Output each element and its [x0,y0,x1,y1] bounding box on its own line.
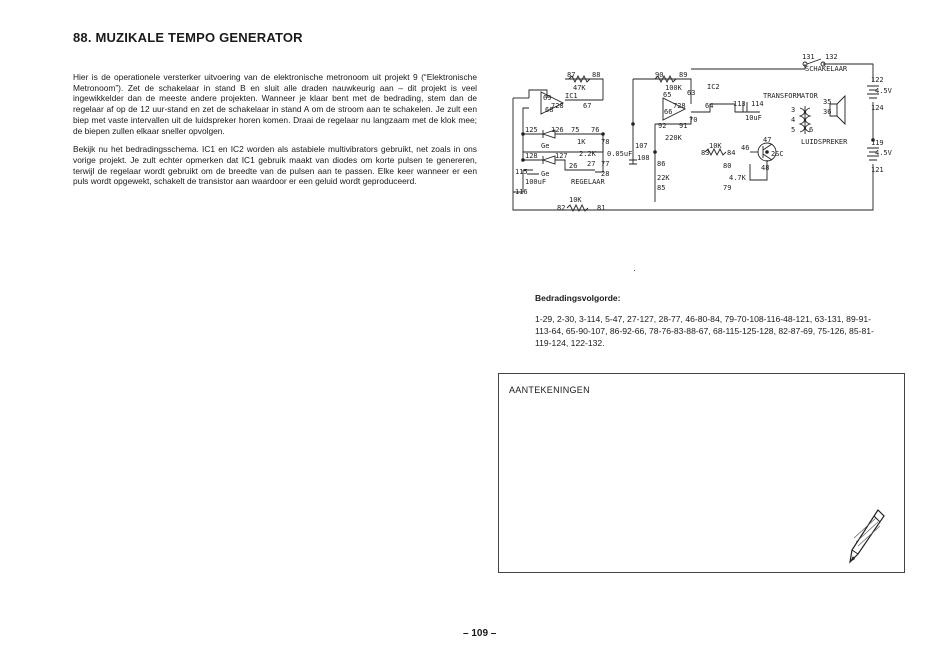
term-47: 47 [763,136,772,144]
term-80: 80 [723,162,732,170]
term-63: 63 [687,89,696,97]
term-77: 77 [601,160,610,168]
ic2-chip: 728 [673,102,686,110]
regelaar-label: REGELAAR [571,178,605,186]
transistor-label: 2SC [771,150,784,158]
term-67: 67 [583,102,592,110]
term-82: 82 [557,204,566,212]
term-46: 46 [741,144,750,152]
term-28: 28 [601,170,610,178]
term-107: 107 [635,142,648,150]
wiring-heading: Bedradingsvolgorde: [535,293,621,303]
cap-100uf-label: 100uF [525,178,547,186]
term-75: 75 [571,126,580,134]
term-27: 27 [587,160,596,168]
tr-term-4: 4 [791,116,796,124]
cap-005uf-label: 0.05uF [607,150,633,158]
term-83: 83 [701,149,710,157]
term-92: 92 [658,122,667,130]
diode-ge-2: Ge [541,170,550,178]
wiring-sequence: 1-29, 2-30, 3-114, 5-47, 27-127, 28-77, 46-80-84, 79-70-108-116-48-121, 63-131, 89-91-113-64, 65-90-107, 86-92-66, 78-76-83-88-67, 68-115-125-128, 82-87-69, 75-126, 85-81-119-124, 122-132. [535,314,874,348]
pencil-icon [846,508,886,566]
term-68: 68 [545,106,554,114]
scan-speck [634,270,635,271]
r-2k2-label: 2.2K [579,150,596,158]
term-126: 126 [551,126,564,134]
term-90: 90 [655,71,664,79]
term-84: 84 [727,149,736,157]
ic1-chip: 728 [551,102,564,110]
term-113: 113 [733,100,746,108]
tr-term-6: 6 [809,126,814,134]
diode-ge-1: Ge [541,142,550,150]
term-87: 87 [567,71,576,79]
term-79: 79 [723,184,732,192]
tr-term-5: 5 [791,126,796,134]
term-88: 88 [592,71,601,79]
batt-term-119: 119 [871,139,884,147]
r-1k-label: 1K [577,138,586,146]
page-number: – 109 – [463,628,497,639]
term-70: 70 [689,116,698,124]
term-85: 85 [657,184,666,192]
cap-10uf-label: 10uF [745,114,762,122]
term-114: 114 [751,100,764,108]
term-48: 48 [761,164,770,172]
batt-term-121: 121 [871,166,884,174]
term-127: 127 [555,152,568,160]
term-128: 128 [525,152,538,160]
term-26: 26 [569,162,578,170]
term-78: 78 [601,138,610,146]
term-86: 86 [657,160,666,168]
speaker-label: LUIDSPREKER [801,138,848,146]
batt-volt-2: 4.5V [875,149,892,157]
tr-term-3: 3 [791,106,796,114]
transformer-label: TRANSFORMATOR [763,92,818,100]
r-100k-label: 100K [665,84,682,92]
batt-term-124: 124 [871,104,884,112]
notes-box [498,373,905,573]
r-220k-label: 220K [665,134,682,142]
term-65: 65 [663,91,672,99]
r-10k-bottom-label: 10K [569,196,582,204]
term-81: 81 [597,204,606,212]
r-22k-label: 22K [657,174,670,182]
tr-term-35: 35 [823,98,832,106]
term-125: 125 [525,126,538,134]
term-66: 66 [664,108,673,116]
term-108: 108 [637,154,650,162]
term-76: 76 [591,126,600,134]
ic1-label: IC1 [565,92,578,100]
term-89: 89 [679,71,688,79]
page-title: 88. MUZIKALE TEMPO GENERATOR [73,30,303,45]
switch-term-132: 132 [825,53,838,61]
tr-term-36: 36 [823,108,832,116]
r-10k-label: 10K [709,142,722,150]
switch-term-131: 131 [802,53,815,61]
intro-paragraph-1: Hier is de operationele versterker uitvoering van de elektronische metronoom uit projekt 9 (“Elektronische Metronoom”). Zet de schakelaar in stand B en sluit alle draden nauwkeurig aan – dit projekt is veel ingewikkelder dan de meeste andere projekten. Wanneer je klaar bent met de bedrading, stem dan de regelaar af op de 12 uur-stand en zet de schakelaar in stand A om de stroom aan te schakelen. Je zult een biep met vaste intervallen uit de luidspreker horen komen. Draai de regelaar nu langzaam met de klok mee; de biepen zullen elkaar sneller opvolgen. [73,72,477,136]
term-69: 69 [543,94,552,102]
term-64: 64 [705,102,714,110]
intro-text [73,72,477,195]
circuit-schematic [505,52,892,212]
batt-volt-1: 4.5V [875,87,892,95]
intro-paragraph-2: Bekijk nu het bedradingsschema. IC1 en IC2 worden als astabiele multivibrators gebruikt, net zoals in ons vorige projekt. Je zult echter opmerken dat IC1 gebruik maakt van diodes om korte pulsen te genereren, terwijl de regelaar wordt gebruikt om de breedte van de pulsen aan te passen. Elke keer wanneer er een puls wordt opgewekt, schakelt de transistor aan waardoor er een geluid wordt geproduceerd. [73,144,477,187]
term-116: 116 [515,188,528,196]
r-4k7-label: 4.7K [729,174,746,182]
ic2-label: IC2 [707,83,720,91]
term-115: 115 [515,168,528,176]
switch-label: SCHAKELAAR [805,65,848,73]
r-47k-label: 47K [573,84,586,92]
batt-term-122: 122 [871,76,884,84]
notes-label: AANTEKENINGEN [509,385,590,395]
term-91: 91 [679,122,688,130]
